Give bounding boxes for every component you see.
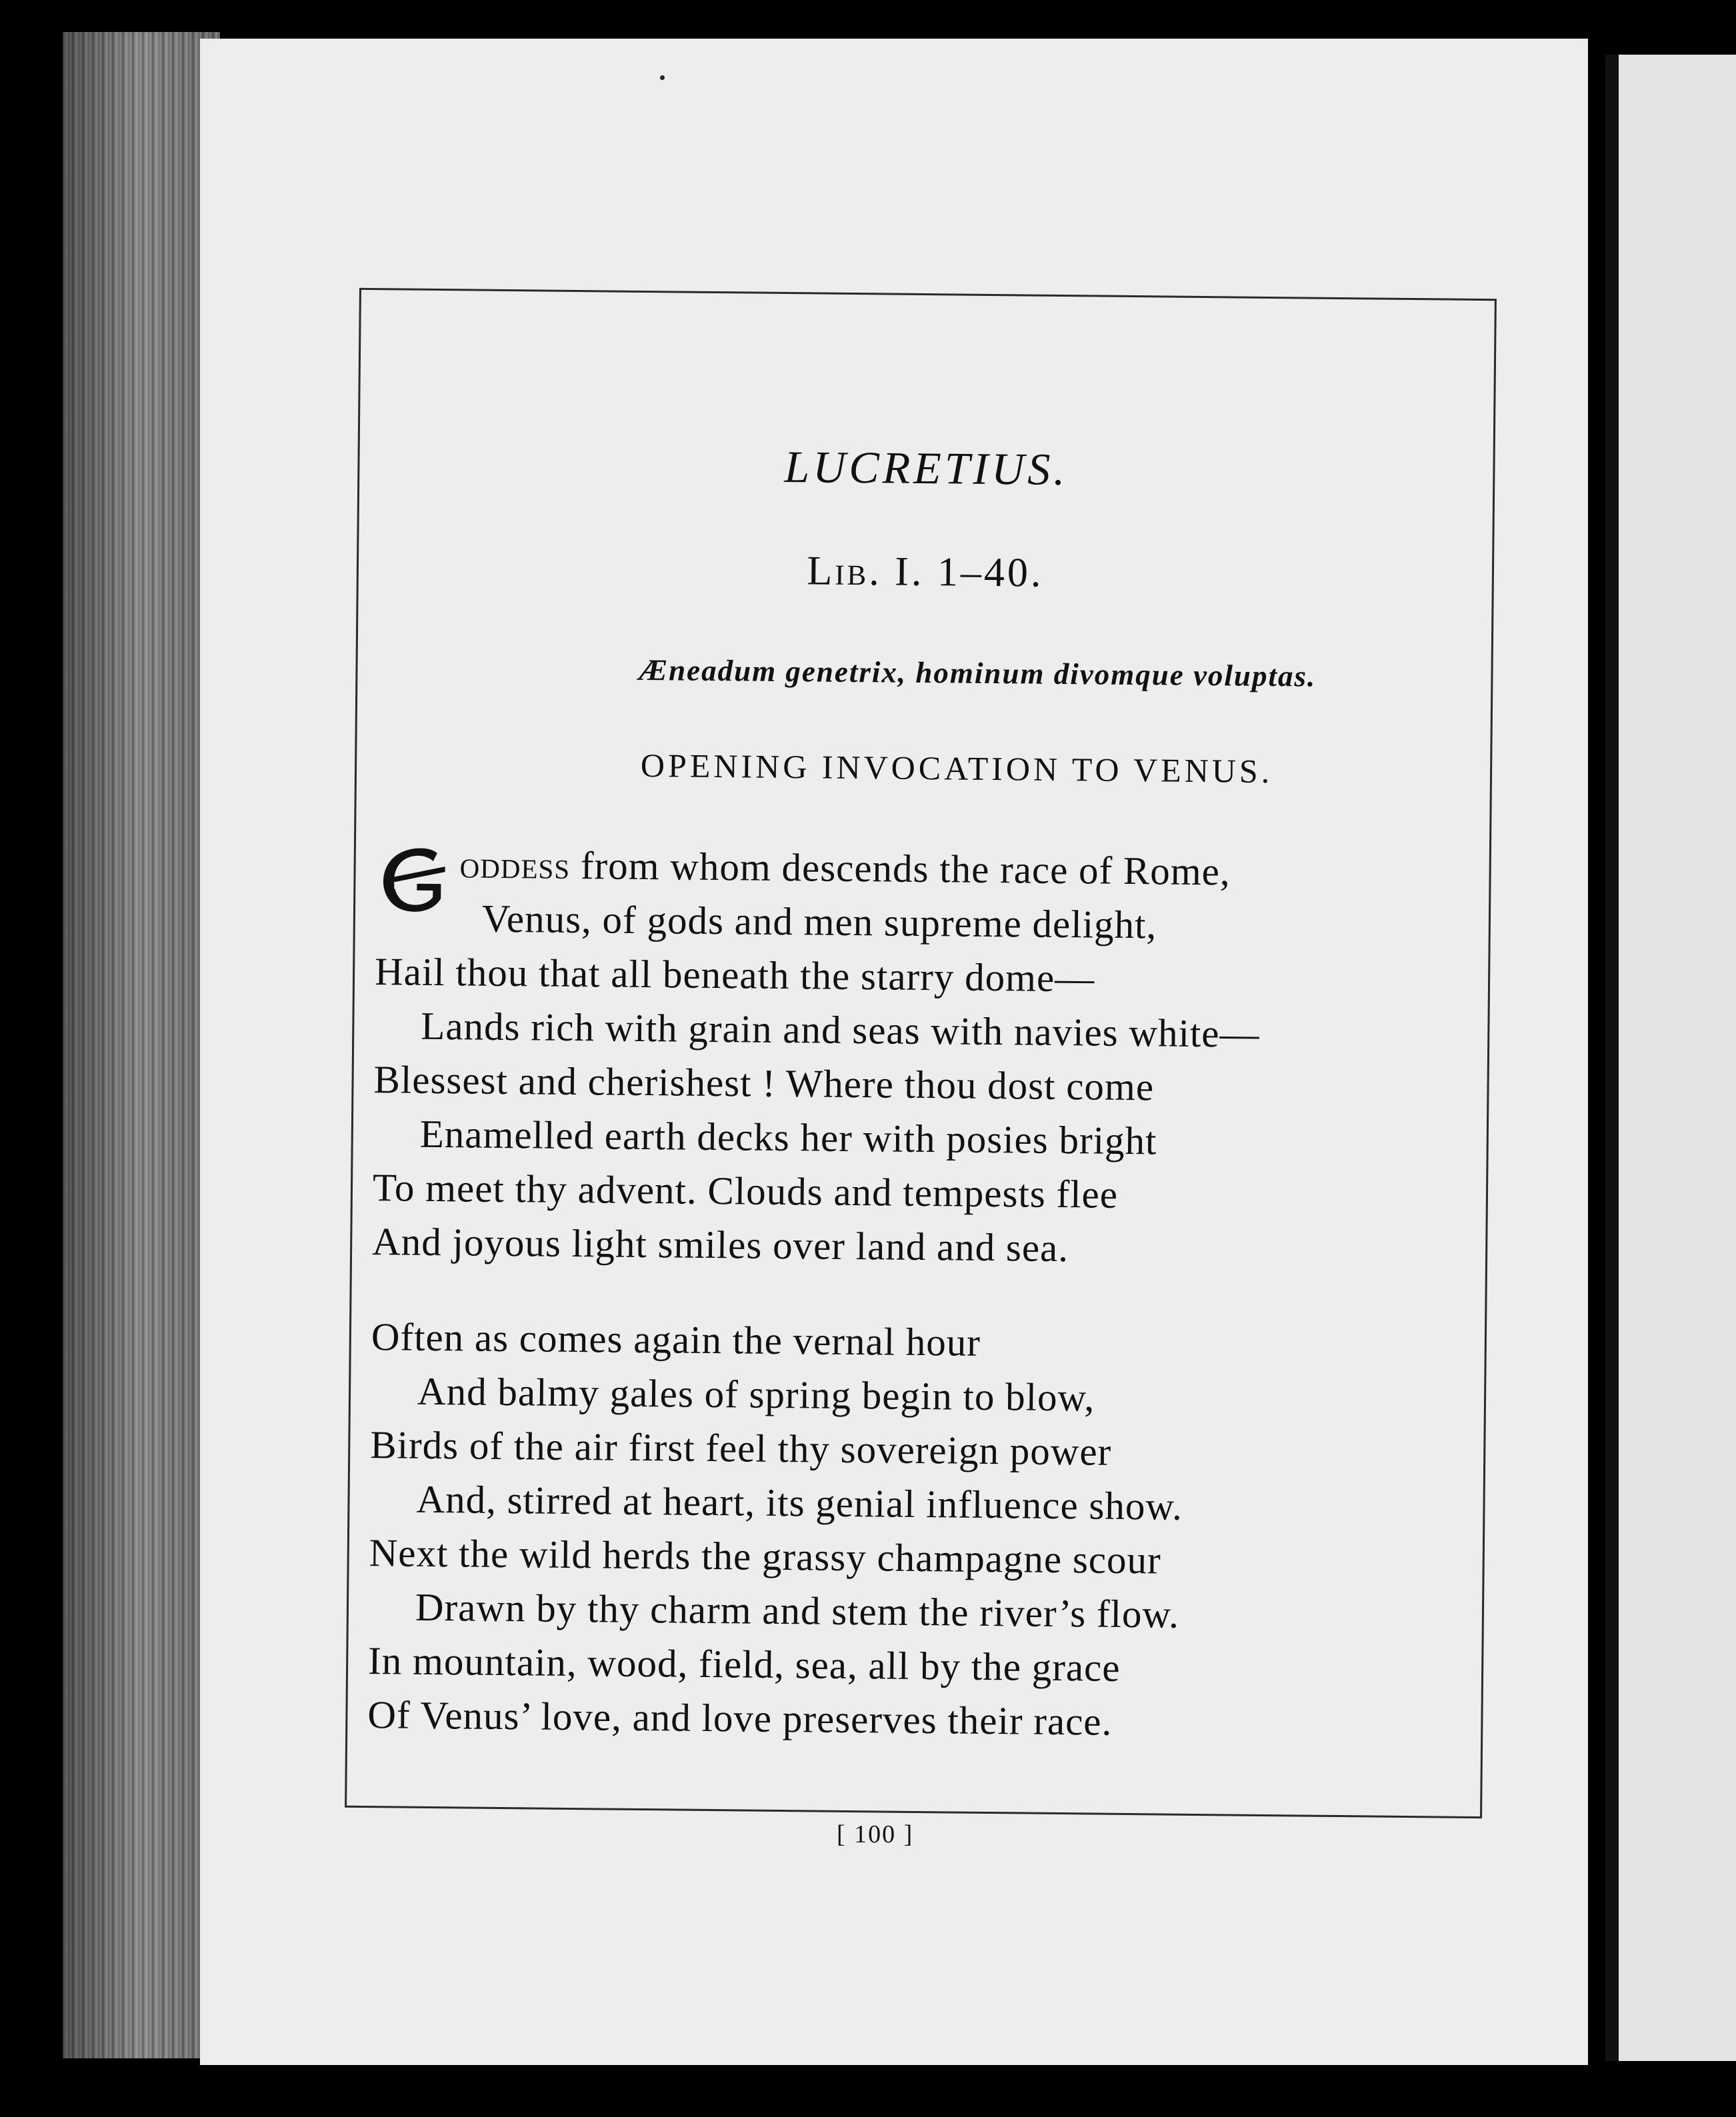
drop-cap-g <box>375 843 455 917</box>
poem-line: Lands rich with grain and seas with navies white— <box>421 1003 1260 1056</box>
line-text: from whom descends the race of Rome, <box>569 843 1231 894</box>
latin-epigraph: Æneadum genetrix, hominum divomque voluptas. <box>639 653 1317 693</box>
poem-line: Of Venus’ love, and love preserves their race. <box>367 1692 1113 1744</box>
poem-line: Drawn by thy charm and stem the river’s flow. <box>415 1584 1180 1636</box>
facing-page-border <box>1605 55 1619 2061</box>
poem-line: Blessest and cherishest ! Where thou dost come <box>373 1057 1155 1109</box>
ornamental-g-icon <box>375 843 455 917</box>
print-speck <box>660 75 665 80</box>
book-reference: Lib. I. 1–40. <box>807 548 1044 596</box>
poem-line: Often as comes again the vernal hour <box>371 1314 981 1364</box>
poem-line: And, stirred at heart, its genial influence show. <box>416 1476 1183 1528</box>
drop-cap-continuation: oddess <box>459 842 571 887</box>
stanza-one <box>372 837 1509 1279</box>
frame-content <box>347 290 1495 1816</box>
section-heading: OPENING INVOCATION TO VENUS. <box>640 746 1273 791</box>
poem-line: Hail thou that all beneath the starry dome— <box>374 949 1095 1001</box>
page-number: [ 100 ] <box>837 1820 914 1848</box>
poem-line: Venus, of gods and men supreme delight, <box>481 896 1157 947</box>
poem-line: And joyous light smiles over land and sea. <box>371 1219 1069 1270</box>
poem-line: Enamelled earth decks her with posies bright <box>419 1111 1157 1163</box>
poem-line: In mountain, wood, field, sea, all by the grace <box>367 1638 1121 1690</box>
poem-line: To meet thy advent. Clouds and tempests flee <box>372 1165 1119 1216</box>
page-title: LUCRETIUS. <box>784 441 1069 495</box>
stanza-two <box>367 1310 1505 1752</box>
poem-line: Next the wild herds the grassy champagne scour <box>369 1530 1162 1582</box>
poem-line: And balmy gales of spring begin to blow, <box>417 1368 1095 1420</box>
text-frame <box>345 288 1497 1818</box>
book-page-edges <box>63 32 220 2058</box>
facing-page-edge <box>1605 55 1736 2061</box>
poem-line: Birds of the air first feel thy sovereign power <box>370 1422 1112 1474</box>
